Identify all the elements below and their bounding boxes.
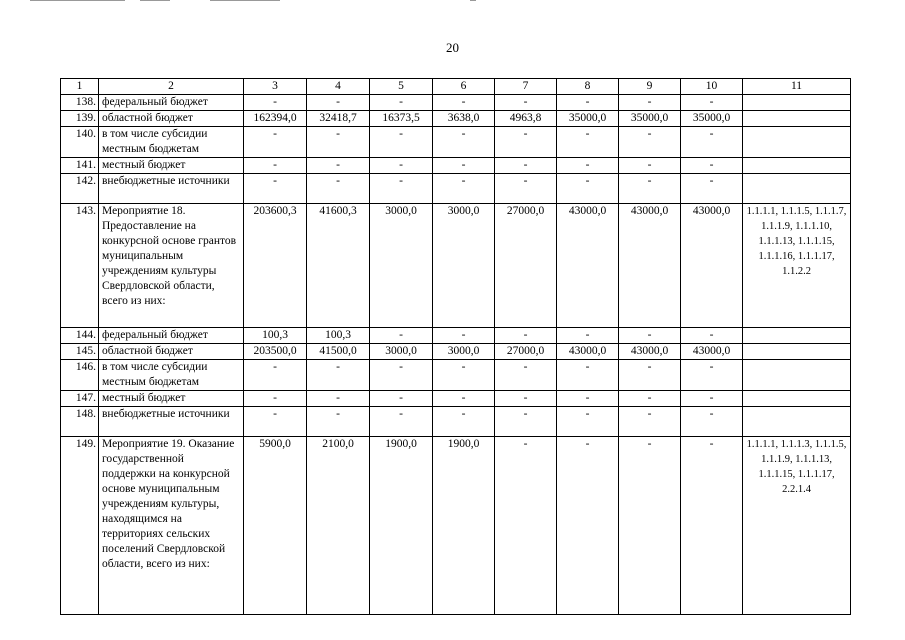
amount-cell: - bbox=[244, 174, 307, 204]
amount-cell: - bbox=[681, 391, 743, 407]
amount-cell: 43000,0 bbox=[681, 204, 743, 328]
amount-cell: - bbox=[619, 391, 681, 407]
amount-cell: - bbox=[370, 95, 433, 111]
table-row bbox=[61, 360, 851, 391]
amount-cell: 27000,0 bbox=[495, 204, 557, 328]
amount-cell: - bbox=[370, 391, 433, 407]
table-body bbox=[61, 79, 851, 615]
column-header-row bbox=[61, 79, 851, 95]
amount-cell: - bbox=[244, 95, 307, 111]
column-header: 6 bbox=[433, 79, 495, 95]
amount-cell: 43000,0 bbox=[557, 344, 619, 360]
column-header: 9 bbox=[619, 79, 681, 95]
target-indicators-ref bbox=[743, 95, 851, 111]
amount-cell: - bbox=[433, 407, 495, 437]
amount-cell: 27000,0 bbox=[495, 344, 557, 360]
amount-cell: - bbox=[495, 360, 557, 391]
amount-cell: - bbox=[619, 360, 681, 391]
amount-cell: - bbox=[370, 407, 433, 437]
amount-cell: 1900,0 bbox=[433, 437, 495, 615]
target-indicators-ref bbox=[743, 391, 851, 407]
amount-cell: - bbox=[681, 407, 743, 437]
amount-cell: - bbox=[557, 360, 619, 391]
amount-cell: 3000,0 bbox=[370, 344, 433, 360]
amount-cell: - bbox=[681, 360, 743, 391]
column-header: 1 bbox=[61, 79, 99, 95]
table-row bbox=[61, 95, 851, 111]
amount-cell: - bbox=[681, 158, 743, 174]
amount-cell: - bbox=[681, 437, 743, 615]
amount-cell: - bbox=[619, 328, 681, 344]
row-title: федеральный бюджет bbox=[99, 95, 244, 111]
amount-cell: - bbox=[681, 328, 743, 344]
row-number: 145. bbox=[61, 344, 99, 360]
column-header: 11 bbox=[743, 79, 851, 95]
amount-cell: 203500,0 bbox=[244, 344, 307, 360]
row-number: 141. bbox=[61, 158, 99, 174]
row-number: 139. bbox=[61, 111, 99, 127]
amount-cell: - bbox=[433, 328, 495, 344]
column-header: 2 bbox=[99, 79, 244, 95]
row-number: 142. bbox=[61, 174, 99, 204]
amount-cell: - bbox=[681, 95, 743, 111]
column-header: 4 bbox=[307, 79, 370, 95]
amount-cell: 43000,0 bbox=[681, 344, 743, 360]
amount-cell: 32418,7 bbox=[307, 111, 370, 127]
column-header: 5 bbox=[370, 79, 433, 95]
amount-cell: - bbox=[307, 360, 370, 391]
amount-cell: - bbox=[370, 360, 433, 391]
amount-cell: - bbox=[433, 174, 495, 204]
amount-cell: 35000,0 bbox=[681, 111, 743, 127]
row-number: 144. bbox=[61, 328, 99, 344]
budget-table bbox=[60, 78, 851, 615]
amount-cell: 43000,0 bbox=[557, 204, 619, 328]
amount-cell: 203600,3 bbox=[244, 204, 307, 328]
table-row bbox=[61, 328, 851, 344]
amount-cell: 4963,8 bbox=[495, 111, 557, 127]
amount-cell: 1900,0 bbox=[370, 437, 433, 615]
amount-cell: - bbox=[433, 127, 495, 158]
amount-cell: - bbox=[307, 95, 370, 111]
table-row bbox=[61, 391, 851, 407]
amount-cell: 3000,0 bbox=[433, 344, 495, 360]
column-header: 8 bbox=[557, 79, 619, 95]
amount-cell: - bbox=[433, 391, 495, 407]
amount-cell: - bbox=[619, 407, 681, 437]
amount-cell: - bbox=[619, 174, 681, 204]
target-indicators-ref bbox=[743, 158, 851, 174]
amount-cell: - bbox=[557, 127, 619, 158]
target-indicators-ref: 1.1.1.1, 1.1.1.5, 1.1.1.7, 1.1.1.9, 1.1.1.10, 1.1.1.13, 1.1.1.15, 1.1.1.16, 1.1.1.17, 1.1.2.2 bbox=[743, 204, 851, 328]
amount-cell: 35000,0 bbox=[619, 111, 681, 127]
amount-cell: - bbox=[370, 328, 433, 344]
amount-cell: - bbox=[495, 158, 557, 174]
column-header: 10 bbox=[681, 79, 743, 95]
row-number: 148. bbox=[61, 407, 99, 437]
amount-cell: - bbox=[370, 158, 433, 174]
table-row bbox=[61, 407, 851, 437]
row-number: 149. bbox=[61, 437, 99, 615]
amount-cell: - bbox=[495, 391, 557, 407]
table-row bbox=[61, 127, 851, 158]
amount-cell: 43000,0 bbox=[619, 204, 681, 328]
page-number: 20 bbox=[446, 40, 459, 55]
amount-cell: - bbox=[244, 391, 307, 407]
amount-cell: - bbox=[307, 158, 370, 174]
amount-cell: - bbox=[557, 95, 619, 111]
target-indicators-ref: 1.1.1.1, 1.1.1.3, 1.1.1.5, 1.1.1.9, 1.1.1.13, 1.1.1.15, 1.1.1.17, 2.2.1.4 bbox=[743, 437, 851, 615]
row-number: 143. bbox=[61, 204, 99, 328]
table-row bbox=[61, 158, 851, 174]
amount-cell: 162394,0 bbox=[244, 111, 307, 127]
row-title: Мероприятие 19. Оказание государственной поддержки на конкурсной основе муниципальным учреждениям культуры, находящимся на территориях сельских поселений Свердловской области, всего из них: bbox=[99, 437, 244, 615]
table-row bbox=[61, 174, 851, 204]
row-title: в том числе субсидии местным бюджетам bbox=[99, 127, 244, 158]
column-header: 7 bbox=[495, 79, 557, 95]
amount-cell: - bbox=[557, 174, 619, 204]
amount-cell: - bbox=[433, 360, 495, 391]
table-row bbox=[61, 344, 851, 360]
amount-cell: 2100,0 bbox=[307, 437, 370, 615]
row-number: 147. bbox=[61, 391, 99, 407]
amount-cell: - bbox=[495, 95, 557, 111]
target-indicators-ref bbox=[743, 111, 851, 127]
row-title: местный бюджет bbox=[99, 158, 244, 174]
amount-cell: - bbox=[619, 95, 681, 111]
amount-cell: - bbox=[244, 407, 307, 437]
row-title: областной бюджет bbox=[99, 344, 244, 360]
amount-cell: - bbox=[307, 407, 370, 437]
amount-cell: 41600,3 bbox=[307, 204, 370, 328]
amount-cell: - bbox=[557, 407, 619, 437]
amount-cell: - bbox=[495, 407, 557, 437]
amount-cell: - bbox=[495, 328, 557, 344]
amount-cell: - bbox=[244, 158, 307, 174]
amount-cell: 16373,5 bbox=[370, 111, 433, 127]
amount-cell: - bbox=[244, 360, 307, 391]
amount-cell: - bbox=[557, 437, 619, 615]
amount-cell: 43000,0 bbox=[619, 344, 681, 360]
amount-cell: 100,3 bbox=[244, 328, 307, 344]
column-header: 3 bbox=[244, 79, 307, 95]
amount-cell: - bbox=[307, 127, 370, 158]
amount-cell: - bbox=[433, 158, 495, 174]
amount-cell: - bbox=[307, 391, 370, 407]
amount-cell: - bbox=[244, 127, 307, 158]
target-indicators-ref bbox=[743, 328, 851, 344]
amount-cell: - bbox=[681, 174, 743, 204]
amount-cell: - bbox=[307, 174, 370, 204]
amount-cell: 3000,0 bbox=[370, 204, 433, 328]
row-title: в том числе субсидии местным бюджетам bbox=[99, 360, 244, 391]
amount-cell: - bbox=[495, 437, 557, 615]
amount-cell: - bbox=[495, 174, 557, 204]
amount-cell: 3638,0 bbox=[433, 111, 495, 127]
target-indicators-ref bbox=[743, 344, 851, 360]
amount-cell: 35000,0 bbox=[557, 111, 619, 127]
table-row bbox=[61, 437, 851, 615]
amount-cell: - bbox=[495, 127, 557, 158]
row-title: местный бюджет bbox=[99, 391, 244, 407]
amount-cell: - bbox=[557, 391, 619, 407]
row-title: внебюджетные источники bbox=[99, 407, 244, 437]
row-title: федеральный бюджет bbox=[99, 328, 244, 344]
target-indicators-ref bbox=[743, 407, 851, 437]
amount-cell: 5900,0 bbox=[244, 437, 307, 615]
row-title: внебюджетные источники bbox=[99, 174, 244, 204]
row-number: 138. bbox=[61, 95, 99, 111]
table-row bbox=[61, 204, 851, 328]
target-indicators-ref bbox=[743, 360, 851, 391]
amount-cell: - bbox=[557, 328, 619, 344]
target-indicators-ref bbox=[743, 174, 851, 204]
amount-cell: 41500,0 bbox=[307, 344, 370, 360]
table-row bbox=[61, 111, 851, 127]
row-title: областной бюджет bbox=[99, 111, 244, 127]
amount-cell: - bbox=[557, 158, 619, 174]
amount-cell: - bbox=[370, 127, 433, 158]
row-number: 146. bbox=[61, 360, 99, 391]
row-number: 140. bbox=[61, 127, 99, 158]
amount-cell: 3000,0 bbox=[433, 204, 495, 328]
amount-cell: - bbox=[619, 127, 681, 158]
amount-cell: - bbox=[619, 437, 681, 615]
target-indicators-ref bbox=[743, 127, 851, 158]
amount-cell: - bbox=[681, 127, 743, 158]
amount-cell: 100,3 bbox=[307, 328, 370, 344]
amount-cell: - bbox=[370, 174, 433, 204]
amount-cell: - bbox=[619, 158, 681, 174]
amount-cell: - bbox=[433, 95, 495, 111]
row-title: Мероприятие 18. Предоставление на конкурсной основе грантов муниципальным учреждениям культуры Свердловской области, всего из них: bbox=[99, 204, 244, 328]
